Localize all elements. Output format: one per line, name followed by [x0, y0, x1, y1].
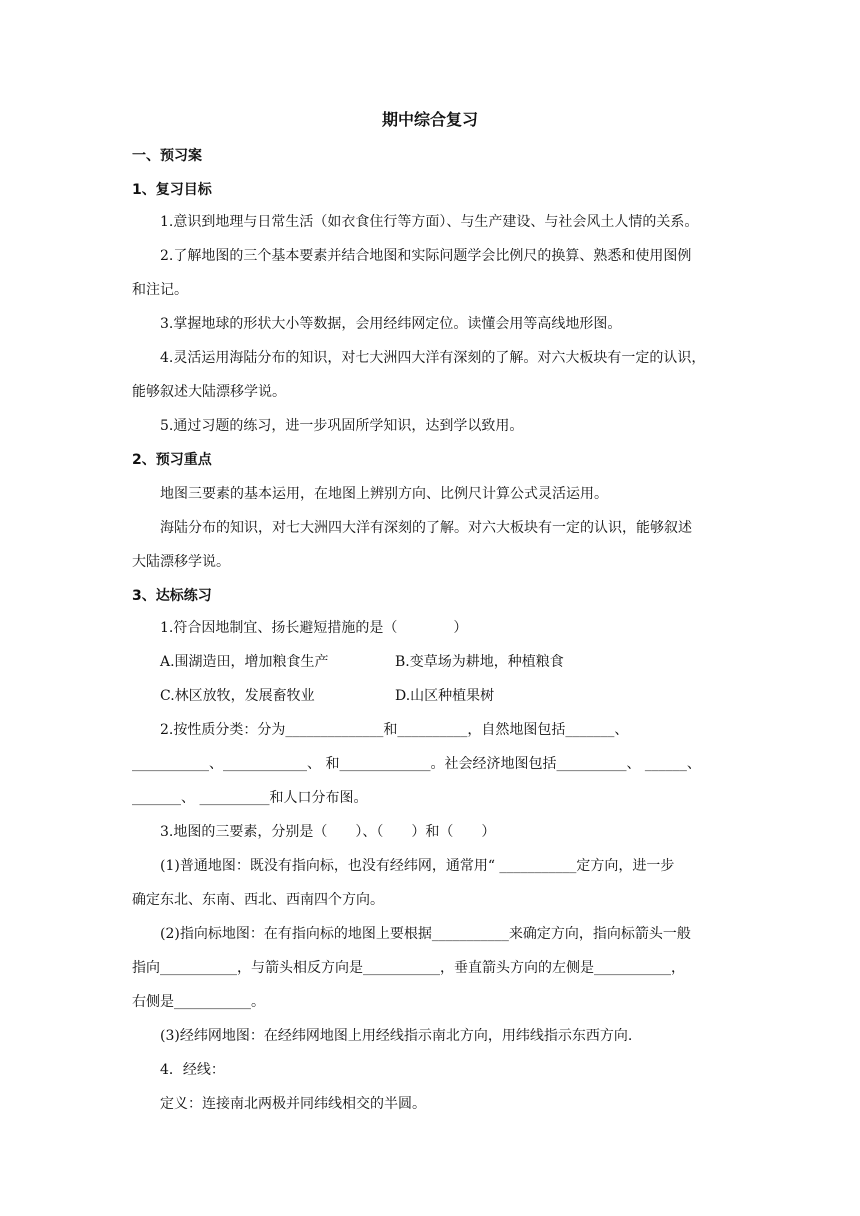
question-1: 1.符合因地制宜、扬长避短措施的是（ ）: [160, 620, 468, 636]
question-3-part-3: (3)经纬网地图：在经纬网地图上用经线指示南北方向，用纬线指示东西方向.: [160, 1028, 633, 1044]
key-point-1: 地图三要素的基本运用，在地图上辨别方向、比例尺计算公式灵活运用。: [160, 486, 608, 502]
question-3: 3.地图的三要素，分别是（ ）、（ ）和（ ）: [160, 824, 496, 840]
goal-3: 3.掌握地球的形状大小等数据，会用经纬网定位。读懂会用等高线地形图。: [160, 316, 622, 332]
question-3-part-2-line-2: 指向___________，与箭头相反方向是___________，垂直箭头方向的左侧是___________，: [132, 960, 685, 976]
goal-5: 5.通过习题的练习，进一步巩固所学知识，达到学以致用。: [160, 418, 524, 434]
question-1-option-b: B.变草场为耕地，种植粮食: [395, 654, 564, 670]
goal-4-line-2: 能够叙述大陆漂移学说。: [132, 384, 286, 400]
question-2-line-1: 2.按性质分类：分为______________和__________，自然地图包括_______、: [160, 722, 629, 738]
question-3-part-1-line-1: (1)普通地图：既没有指向标，也没有经纬网，通常用“ ___________定方向，进一步: [160, 858, 675, 874]
document-title: 期中综合复习: [381, 110, 478, 129]
key-point-2-line-2: 大陆漂移学说。: [132, 554, 230, 570]
question-1-option-c: C.林区放牧，发展畜牧业: [160, 688, 315, 704]
goal-1: 1.意识到地理与日常生活（如衣食住行等方面）、与生产建设、与社会风土人情的关系。: [160, 214, 699, 230]
question-1-option-a: A.围湖造田，增加粮食生产: [160, 654, 329, 670]
question-4: 4．经线：: [160, 1062, 225, 1078]
goal-2-line-1: 2.了解地图的三个基本要素并结合地图和实际问题学会比例尺的换算、熟悉和使用图例: [160, 248, 692, 264]
key-point-2-line-1: 海陆分布的知识，对七大洲四大洋有深刻的了解。对六大板块有一定的认识，能够叙述: [160, 520, 692, 536]
question-2-line-3: _______、 __________和人口分布图。: [132, 790, 368, 806]
subheading-practice: 3、达标练习: [132, 588, 212, 604]
question-3-part-2-line-1: (2)指向标地图：在有指向标的地图上要根据___________来确定方向，指向标箭头一般: [160, 926, 691, 942]
subheading-key-points: 2、预习重点: [132, 452, 212, 468]
question-4-definition: 定义：连接南北两极并同纬线相交的半圆。: [160, 1096, 426, 1112]
subheading-review-goals: 1、复习目标: [132, 182, 212, 198]
section-heading-preview: 一、预习案: [132, 148, 202, 164]
question-2-line-2: ___________、____________、 和_____________。社会经济地图包括__________、 ______、: [132, 756, 701, 772]
question-3-part-1-line-2: 确定东北、东南、西北、西南四个方向。: [132, 892, 384, 908]
question-1-option-d: D.山区种植果树: [395, 688, 495, 704]
question-3-part-2-line-3: 右侧是___________。: [132, 994, 265, 1010]
goal-4-line-1: 4.灵活运用海陆分布的知识，对七大洲四大洋有深刻的了解。对六大板块有一定的认识，: [160, 350, 706, 366]
goal-2-line-2: 和注记。: [132, 282, 188, 298]
